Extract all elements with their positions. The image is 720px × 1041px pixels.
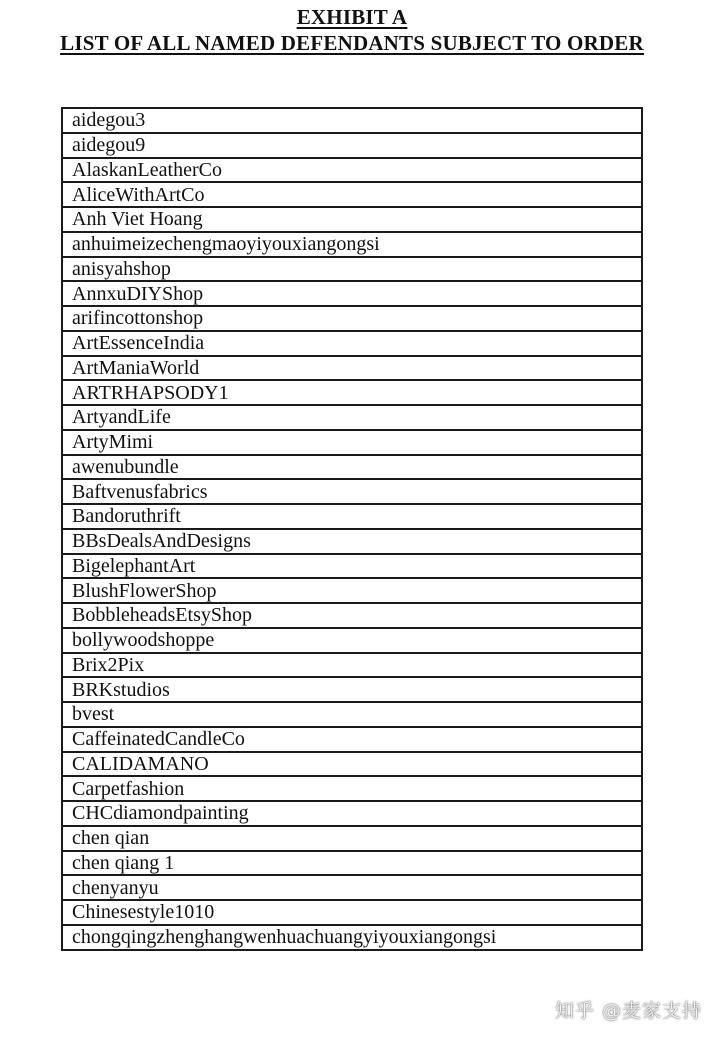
table-row <box>62 826 642 851</box>
defendant-name: Chinesestyle1010 <box>62 900 642 925</box>
table-row <box>62 479 642 504</box>
table-row <box>62 554 642 579</box>
defendant-name: BobbleheadsEtsyShop <box>62 603 642 628</box>
table-row <box>62 331 642 356</box>
table-row <box>62 257 642 282</box>
defendant-name: awenubundle <box>62 455 642 480</box>
defendant-name: Anh Viet Hoang <box>62 207 642 232</box>
defendants-table <box>61 107 643 951</box>
defendant-name: ARTRHAPSODY1 <box>62 380 642 405</box>
defendant-name: BigelephantArt <box>62 554 642 579</box>
exhibit-header <box>0 4 704 56</box>
table-row <box>62 108 642 133</box>
defendant-name: anhuimeizechengmaoyiyouxiangongsi <box>62 232 642 257</box>
table-row <box>62 380 642 405</box>
defendant-name: AnnxuDIYShop <box>62 281 642 306</box>
defendant-name: bvest <box>62 702 642 727</box>
table-row <box>62 875 642 900</box>
table-row <box>62 455 642 480</box>
table-row <box>62 281 642 306</box>
table-row <box>62 182 642 207</box>
defendant-name: ArtEssenceIndia <box>62 331 642 356</box>
defendant-name: ArtManiaWorld <box>62 356 642 381</box>
table-row <box>62 232 642 257</box>
table-row <box>62 851 642 876</box>
defendant-name: aidegou9 <box>62 133 642 158</box>
table-row <box>62 207 642 232</box>
defendant-name: CHCdiamondpainting <box>62 801 642 826</box>
table-row <box>62 306 642 331</box>
table-row <box>62 133 642 158</box>
table-row <box>62 430 642 455</box>
table-row <box>62 356 642 381</box>
exhibit-title: EXHIBIT A <box>296 5 408 29</box>
table-row <box>62 801 642 826</box>
defendant-name: ArtyMimi <box>62 430 642 455</box>
defendant-name: AlaskanLeatherCo <box>62 158 642 183</box>
defendant-name: aidegou3 <box>62 108 642 133</box>
table-row <box>62 900 642 925</box>
table-row <box>62 158 642 183</box>
defendants-table-body <box>62 108 642 950</box>
defendant-name: bollywoodshoppe <box>62 628 642 653</box>
defendant-name: AliceWithArtCo <box>62 182 642 207</box>
table-row <box>62 405 642 430</box>
defendant-name: BBsDealsAndDesigns <box>62 529 642 554</box>
defendant-name: arifincottonshop <box>62 306 642 331</box>
defendant-name: chen qiang 1 <box>62 851 642 876</box>
table-row <box>62 925 642 950</box>
table-row <box>62 727 642 752</box>
defendant-name: Brix2Pix <box>62 653 642 678</box>
table-row <box>62 603 642 628</box>
defendant-name: chen qian <box>62 826 642 851</box>
exhibit-subtitle: LIST OF ALL NAMED DEFENDANTS SUBJECT TO ORDER <box>60 31 644 55</box>
defendant-name: BlushFlowerShop <box>62 578 642 603</box>
table-row <box>62 702 642 727</box>
watermark: 知乎 @麦家支持 <box>554 1000 702 1022</box>
defendant-name: Baftvenusfabrics <box>62 479 642 504</box>
defendant-name: Carpetfashion <box>62 776 642 801</box>
defendant-name: chongqingzhenghangwenhuachuangyiyouxiangongsi <box>62 925 642 950</box>
table-row <box>62 653 642 678</box>
table-row <box>62 677 642 702</box>
defendant-name: chenyanyu <box>62 875 642 900</box>
defendant-name: ArtyandLife <box>62 405 642 430</box>
table-row <box>62 752 642 777</box>
defendant-name: BRKstudios <box>62 677 642 702</box>
defendant-name: CaffeinatedCandleCo <box>62 727 642 752</box>
defendant-name: anisyahshop <box>62 257 642 282</box>
table-row <box>62 504 642 529</box>
table-row <box>62 776 642 801</box>
table-row <box>62 578 642 603</box>
table-row <box>62 529 642 554</box>
defendant-name: CALIDAMANO <box>62 752 642 777</box>
defendant-name: Bandoruthrift <box>62 504 642 529</box>
table-row <box>62 628 642 653</box>
